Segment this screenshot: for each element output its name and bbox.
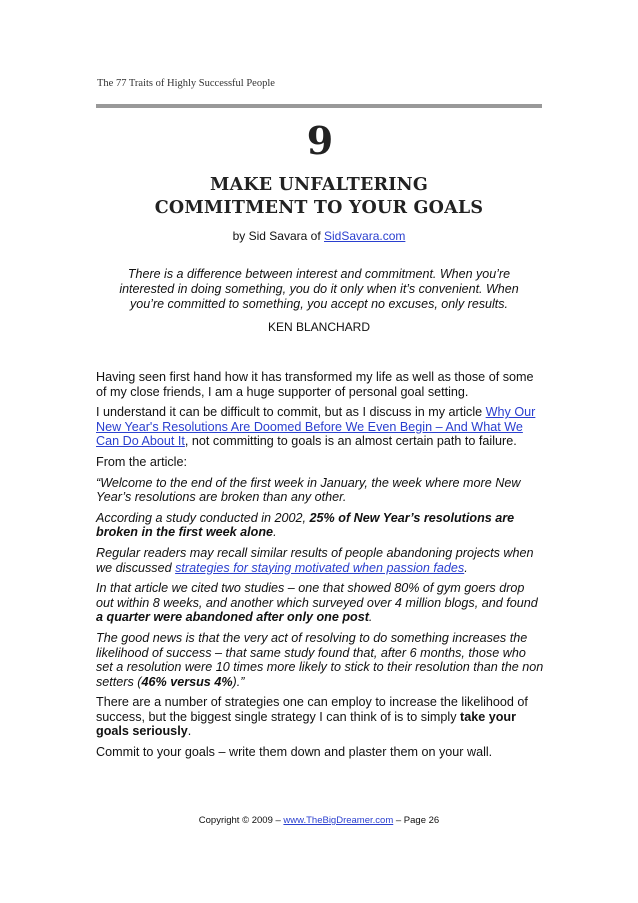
chapter-title: [96, 174, 542, 220]
paragraph-9-text-b: .: [187, 724, 192, 739]
paragraph-4: “Welcome to the end of the first week in January, the week where more New Year’s resolutions are broken than any other.: [96, 475, 521, 505]
byline: [96, 229, 542, 243]
body-text: [96, 370, 544, 766]
paragraph-3: From the article:: [96, 454, 187, 469]
paragraph-9-bold: take your goals seriously: [96, 709, 516, 739]
paragraph-8-bold: 46% versus 4%: [141, 674, 233, 689]
paragraph-7-text-a: In that article we cited two studies – one that showed 80% of gym goers drop out within 8 weeks, and another which surveyed over 4 million blogs, and found: [96, 581, 538, 610]
chapter-number: [0, 118, 638, 163]
chapter-title-line2: COMMITMENT TO YOUR GOALS: [154, 198, 484, 218]
byline-prefix: by Sid Savara of: [232, 229, 324, 243]
paragraph-6: [96, 546, 544, 575]
page-footer: [96, 815, 542, 826]
paragraph-2: [96, 405, 544, 449]
header-rule: [96, 104, 542, 108]
paragraph-6-text-b: .: [464, 560, 468, 575]
paragraph-2-text-b: , not committing to goals is an almost certain path to failure.: [184, 434, 517, 449]
epigraph-author: KEN BLANCHARD: [267, 320, 371, 334]
paragraph-8: [96, 631, 544, 689]
paragraph-9: [96, 695, 544, 739]
chapter-title-line1: MAKE UNFALTERING: [210, 175, 428, 195]
footer-link[interactable]: www.TheBigDreamer.com: [283, 815, 394, 826]
paragraph-10: Commit to your goals – write them down and plaster them on your wall.: [96, 745, 493, 760]
article-link[interactable]: Why Our New Year's Resolutions Are Doomed Before We Even Begin – And What We Can Do About It: [96, 405, 536, 449]
footer-suffix: – Page 26: [393, 815, 440, 826]
paragraph-2-text-a: I understand it can be difficult to commit, but as I discuss in my article: [96, 405, 486, 420]
paragraph-9-text-a: There are a number of strategies one can employ to increase the likelihood of success, but the biggest single strategy I can think of is to simply: [96, 695, 528, 724]
paragraph-6-text-a: Regular readers may recall similar results of people abandoning projects when we discussed: [96, 545, 534, 575]
byline-link[interactable]: SidSavara.com: [324, 229, 406, 243]
paragraph-1: Having seen first hand how it has transformed my life as well as those of some of my close friends, I am a huge supporter of personal goal setting.: [96, 370, 534, 399]
footer-prefix: Copyright © 2009 –: [198, 815, 284, 826]
paragraph-5-text-b: .: [273, 525, 277, 540]
paragraph-5-text-a: According a study conducted in 2002,: [96, 510, 310, 525]
paragraph-7: [96, 581, 544, 625]
paragraph-5-bold: 25% of New Year’s resolutions are broken in the first week alone: [96, 510, 515, 540]
paragraph-7-bold: a quarter were abandoned after only one post: [96, 610, 369, 625]
paragraph-7-text-b: .: [368, 610, 373, 625]
strategies-link[interactable]: strategies for staying motivated when passion fades: [175, 560, 465, 575]
running-header: The 77 Traits of Highly Successful People: [97, 78, 275, 89]
paragraph-8-text-b: ).”: [232, 674, 245, 689]
chapter-number-text: 9: [306, 118, 334, 163]
paragraph-5: [96, 511, 544, 540]
epigraph-quote: There is a difference between interest and commitment. When you’re interested in doing something, you do it only when it’s convenient. When you’re committed to something, you accept no excuses, only results.: [119, 267, 519, 311]
paragraph-8-text-a: The good news is that the very act of resolving to do something increases the likelihood of success – that same study found that, after 6 months, those who set a resolution were 10 times more likely to stick to their resolution than the non setters (: [96, 630, 544, 689]
